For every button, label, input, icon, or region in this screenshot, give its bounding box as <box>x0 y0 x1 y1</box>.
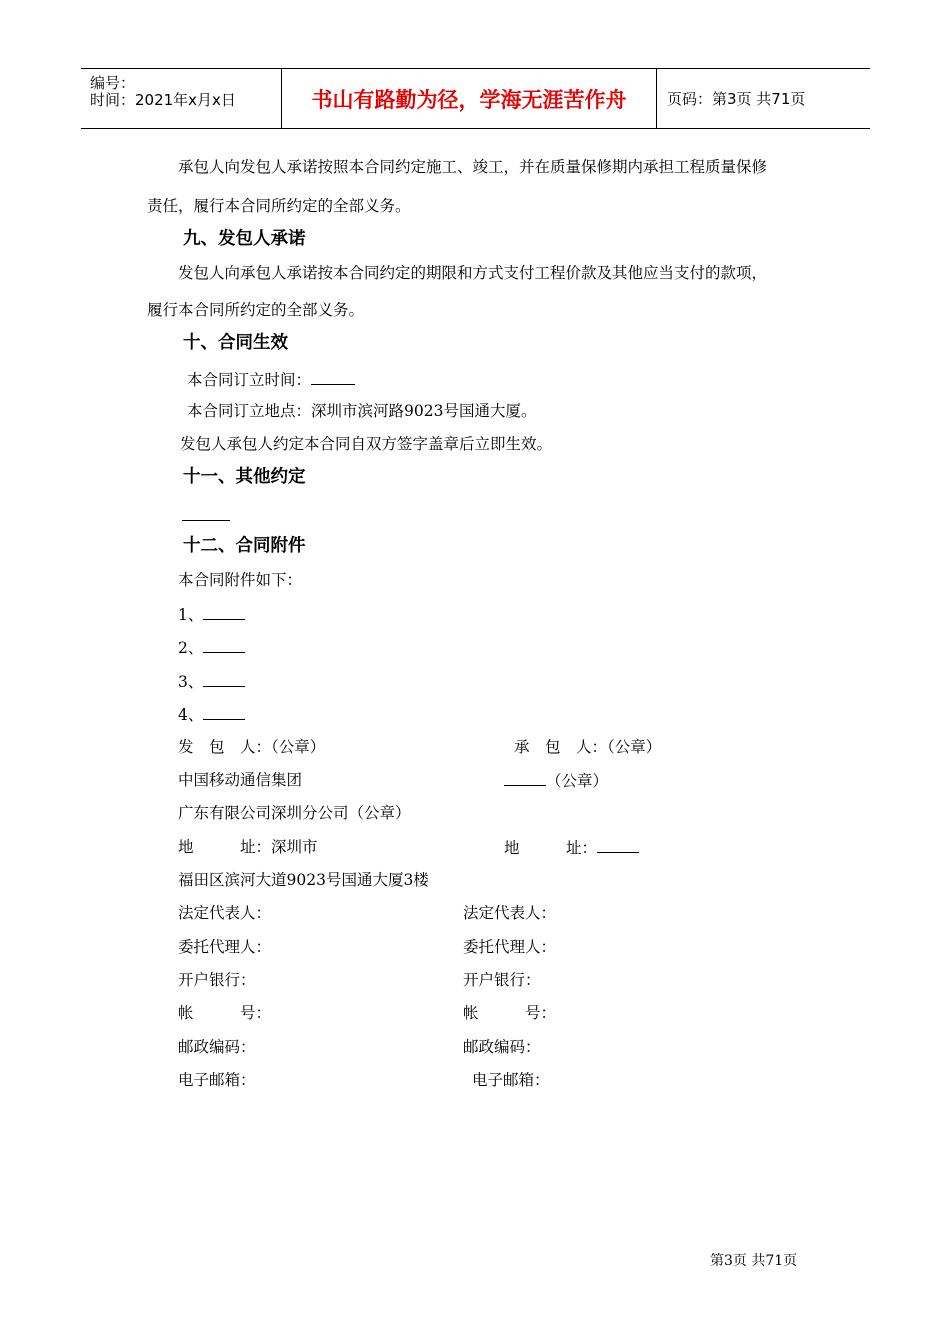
document-number-label: 编号： <box>90 74 136 92</box>
employer-address: 地 址：深圳市 <box>178 838 318 856</box>
blank-line <box>311 372 355 385</box>
paragraph: 履行本合同所约定的全部义务。 <box>147 301 365 319</box>
header-motto: 书山有路勤为径，学海无涯苦作舟 <box>281 69 657 128</box>
paragraph: 本合同附件如下： <box>178 571 303 589</box>
list-item <box>178 640 245 657</box>
list-item-number: 4、 <box>178 706 204 724</box>
contractor-account: 帐 号： <box>463 1004 557 1022</box>
employer-account: 帐 号： <box>178 1004 272 1022</box>
employer-bank: 开户银行： <box>178 971 256 989</box>
employer-name-cont: 广东有限公司深圳分公司（公章） <box>178 804 411 822</box>
header-page-info: 页码：第3页 共71页 <box>667 90 806 108</box>
contractor-agent: 委托代理人： <box>463 938 557 956</box>
section-heading: 九、发包人承诺 <box>183 229 306 249</box>
header-meta <box>81 69 281 128</box>
list-item-number: 1、 <box>178 606 204 624</box>
contractor-email: 电子邮箱： <box>472 1071 550 1089</box>
paragraph: 发包人承包人约定本合同自双方签字盖章后立即生效。 <box>180 435 553 453</box>
contract-date-field <box>187 372 355 389</box>
contractor-bank: 开户银行： <box>463 971 541 989</box>
list-item-number: 2、 <box>178 639 204 657</box>
blank-line <box>597 840 639 853</box>
blank-line <box>203 607 245 620</box>
section-heading: 十二、合同附件 <box>183 536 306 556</box>
list-item <box>178 674 245 691</box>
blank-line <box>182 520 230 521</box>
employer-legal-rep: 法定代表人： <box>178 904 272 922</box>
contractor-name-field <box>504 773 608 790</box>
contractor-legal-rep: 法定代表人： <box>463 904 557 922</box>
employer-email: 电子邮箱： <box>178 1071 256 1089</box>
section-heading: 十、合同生效 <box>183 333 288 353</box>
section-heading: 十一、其他约定 <box>183 467 306 487</box>
seal-label: （公章） <box>546 772 609 790</box>
contract-place: 本合同订立地点：深圳市滨河路9023号国通大厦。 <box>187 402 537 420</box>
blank-line <box>203 640 245 653</box>
employer-postcode: 邮政编码： <box>178 1038 256 1056</box>
paragraph: 责任，履行本合同所约定的全部义务。 <box>147 197 411 215</box>
address-label: 地 址： <box>504 839 598 857</box>
employer-agent: 委托代理人： <box>178 938 272 956</box>
paragraph: 发包人向承包人承诺按本合同约定的期限和方式支付工程价款及其他应当支付的款项， <box>178 264 768 282</box>
blank-line <box>203 674 245 687</box>
contractor-address-field <box>504 840 639 857</box>
paragraph: 承包人向发包人承诺按照本合同约定施工、竣工，并在质量保修期内承担工程质量保修 <box>178 158 768 176</box>
list-item-number: 3、 <box>178 673 204 691</box>
page-footer: 第3页 共71页 <box>710 1253 798 1269</box>
employer-label: 发 包 人：（公章） <box>178 738 326 756</box>
employer-name: 中国移动通信集团 <box>178 771 303 789</box>
contractor-label: 承 包 人：（公章） <box>514 738 662 756</box>
contract-date-label: 本合同订立时间： <box>187 371 312 389</box>
contractor-postcode: 邮政编码： <box>463 1038 541 1056</box>
blank-line <box>203 707 245 720</box>
page-header <box>81 68 870 129</box>
list-item <box>178 607 245 624</box>
list-item <box>178 707 245 724</box>
blank-line <box>504 773 546 786</box>
employer-address-cont: 福田区滨河大道9023号国通大厦3楼 <box>178 871 429 889</box>
document-date: 时间：2021年x月x日 <box>90 91 236 109</box>
